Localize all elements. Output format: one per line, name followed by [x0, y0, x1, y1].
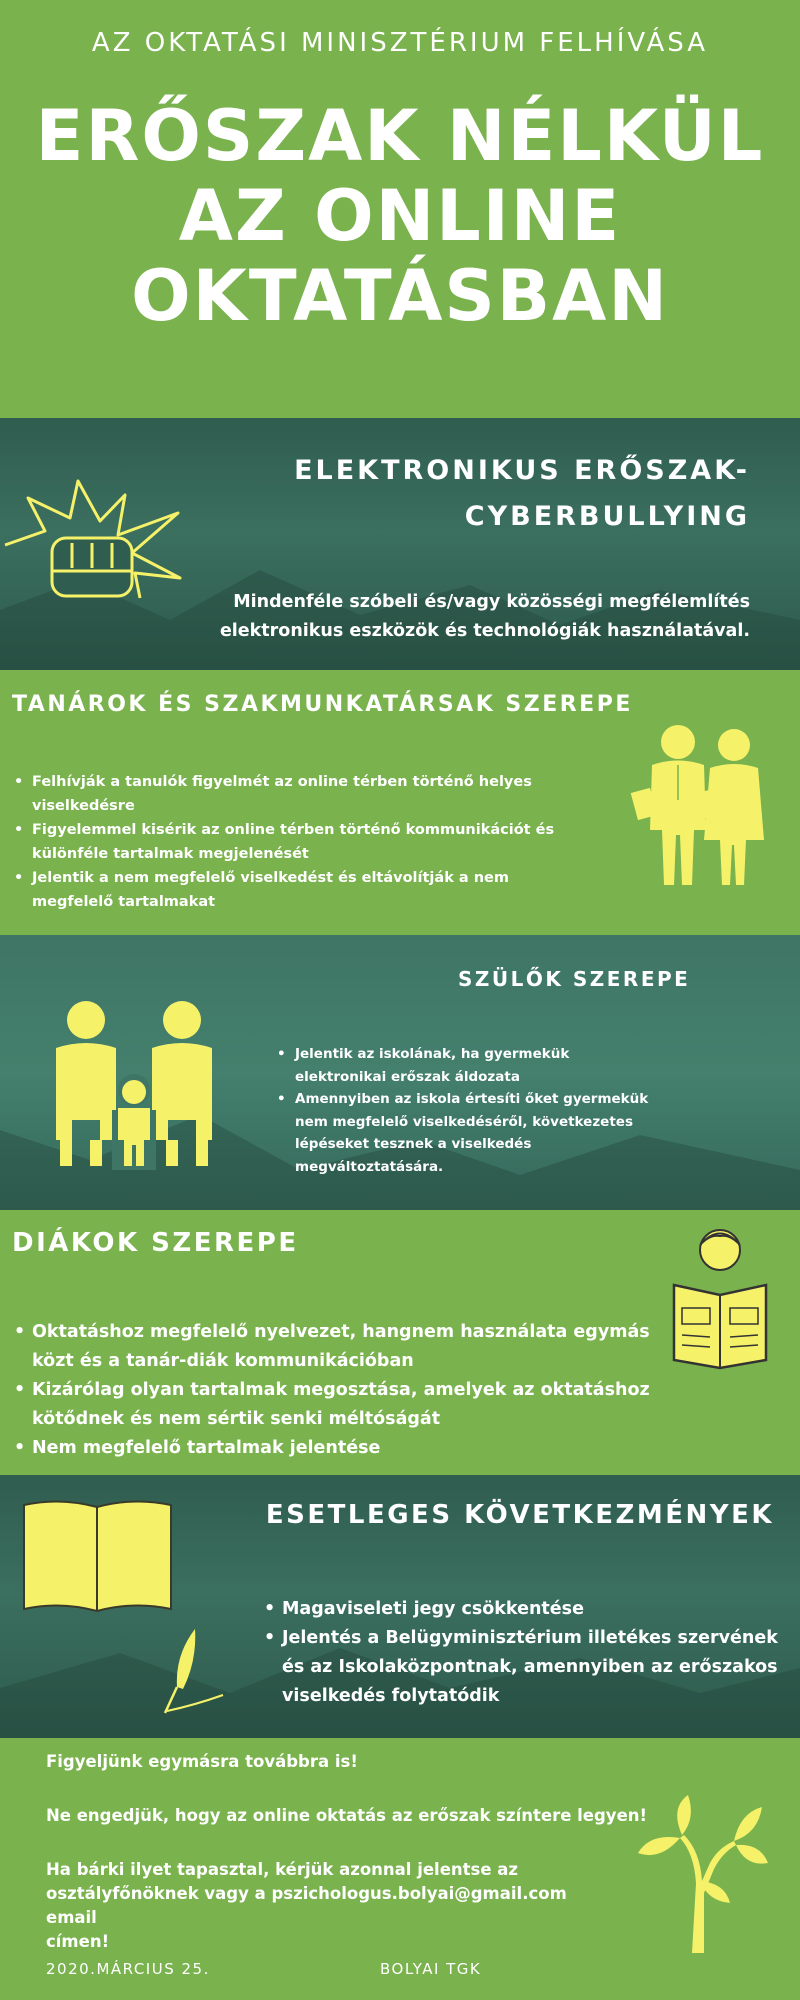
list-item-line: • Felhívják a tanulók figyelmét az online térben történő helyes: [32, 774, 532, 790]
list-item-line: különféle tartalmak megjelenését: [32, 846, 309, 862]
cyberbullying-title-line: CYBERBULLYING: [464, 501, 750, 532]
footer-contact-line: osztályfőnöknek vagy a pszichologus.bolyai@gmail.com email: [46, 1884, 567, 1927]
main-title-line: ERŐSZAK NÉLKÜL: [35, 95, 765, 177]
cyberbullying-description-line: Mindenféle szóbeli és/vagy közösségi megfélemlítés: [233, 592, 750, 612]
teachers-title: TANÁROK ÉS SZAKMUNKATÁRSAK SZEREPE: [12, 692, 633, 717]
students-title: DIÁKOK SZEREPE: [12, 1228, 299, 1258]
list-item-line: viselkedésre: [32, 798, 135, 814]
reading-student-icon: [670, 1220, 770, 1370]
list-item: [12, 866, 602, 914]
footer-message: Figyeljünk egymásra továbbra is!: [46, 1752, 358, 1771]
list-item: [12, 1318, 682, 1376]
footer-organization: BOLYAI TGK: [380, 1960, 482, 1978]
students-list: [12, 1318, 682, 1463]
list-item: [262, 1595, 782, 1624]
list-item-line: • Magaviseleti jegy csökkentése: [282, 1599, 584, 1619]
teachers-icon: [630, 720, 780, 890]
main-title: [0, 96, 800, 336]
list-item: [275, 1043, 675, 1088]
cyberbullying-section: [0, 418, 800, 670]
cyberbullying-title-line: ELEKTRONIKUS ERŐSZAK-: [294, 455, 750, 486]
open-book-icon: [20, 1497, 175, 1617]
list-item-line: és az Iskolaközpontnak, amennyiben az erőszakos: [282, 1657, 778, 1677]
quill-icon: [155, 1625, 230, 1720]
list-item-line: elektronikai erőszak áldozata: [295, 1068, 520, 1085]
list-item-line: megfelelő tartalmakat: [32, 894, 216, 910]
cyberbullying-description-line: elektronikus eszközök és technológiák használatával.: [219, 621, 750, 641]
list-item-line: kötődnek és nem sértik senki méltóságát: [32, 1409, 441, 1429]
consequences-title: ESETLEGES KÖVETKEZMÉNYEK: [265, 1500, 774, 1530]
list-item-line: • Nem megfelelő tartalmak jelentése: [32, 1438, 381, 1458]
list-item-line: • Jelentik a nem megfelelő viselkedést és eltávolítják a nem: [32, 870, 509, 886]
list-item: [12, 1376, 682, 1434]
list-item-line: nem megfelelő viselkedéséről, következetes: [295, 1113, 633, 1130]
ministry-kicker: AZ OKTATÁSI MINISZTÉRIUM FELHÍVÁSA: [91, 28, 709, 58]
footer-contact-line: Ha bárki ilyet tapasztal, kérjük azonnal jelentse az: [46, 1860, 519, 1879]
header-section: [0, 0, 800, 418]
consequences-section: [0, 1475, 800, 1738]
list-item-line: • Jelentik az iskolának, ha gyermekük: [295, 1046, 570, 1062]
students-section: [0, 1210, 800, 1475]
parents-section: [0, 935, 800, 1210]
footer-contact: [46, 1858, 606, 1954]
main-title-line: OKTATÁSBAN: [131, 255, 669, 337]
list-item: [262, 1624, 782, 1711]
cyberbullying-title: [290, 448, 750, 540]
list-item-line: • Kizárólag olyan tartalmak megosztása, amelyek az oktatáshoz: [32, 1380, 650, 1400]
list-item-line: • Amennyiben az iskola értesíti őket gyermekük: [295, 1091, 649, 1107]
list-item-line: közt és a tanár-diák kommunikációban: [32, 1351, 414, 1371]
teachers-list: [12, 770, 602, 914]
parents-title: SZÜLŐK SZEREPE: [458, 967, 691, 991]
list-item-line: megváltoztatására.: [295, 1158, 444, 1175]
family-icon: [50, 1000, 220, 1170]
consequences-list: [262, 1595, 782, 1711]
list-item-line: • Figyelemmel kisérik az online térben történő kommunikációt és: [32, 822, 555, 838]
plant-icon: [630, 1793, 770, 1953]
list-item: [12, 1434, 682, 1463]
list-item: [12, 818, 602, 866]
list-item-line: lépéseket tesznek a viselkedés: [295, 1136, 532, 1152]
list-item-line: • Jelentés a Belügyminisztérium illetékes szervének: [282, 1628, 778, 1648]
list-item-line: • Oktatáshoz megfelelő nyelvezet, hangnem használata egymás: [32, 1322, 650, 1342]
footer-contact-line: címen!: [46, 1932, 110, 1951]
parents-list: [275, 1043, 675, 1178]
footer-section: [0, 1738, 800, 2000]
cyberbullying-description: [190, 588, 750, 646]
list-item-line: viselkedés folytatódik: [282, 1686, 500, 1706]
fist-bump-icon: [0, 473, 190, 613]
footer-message: Ne engedjük, hogy az online oktatás az erőszak színtere legyen!: [46, 1806, 648, 1825]
teachers-section: [0, 670, 800, 935]
main-title-line: AZ ONLINE: [178, 175, 622, 257]
list-item: [275, 1088, 675, 1178]
footer-date: 2020.MÁRCIUS 25.: [46, 1960, 210, 1978]
list-item: [12, 770, 602, 818]
